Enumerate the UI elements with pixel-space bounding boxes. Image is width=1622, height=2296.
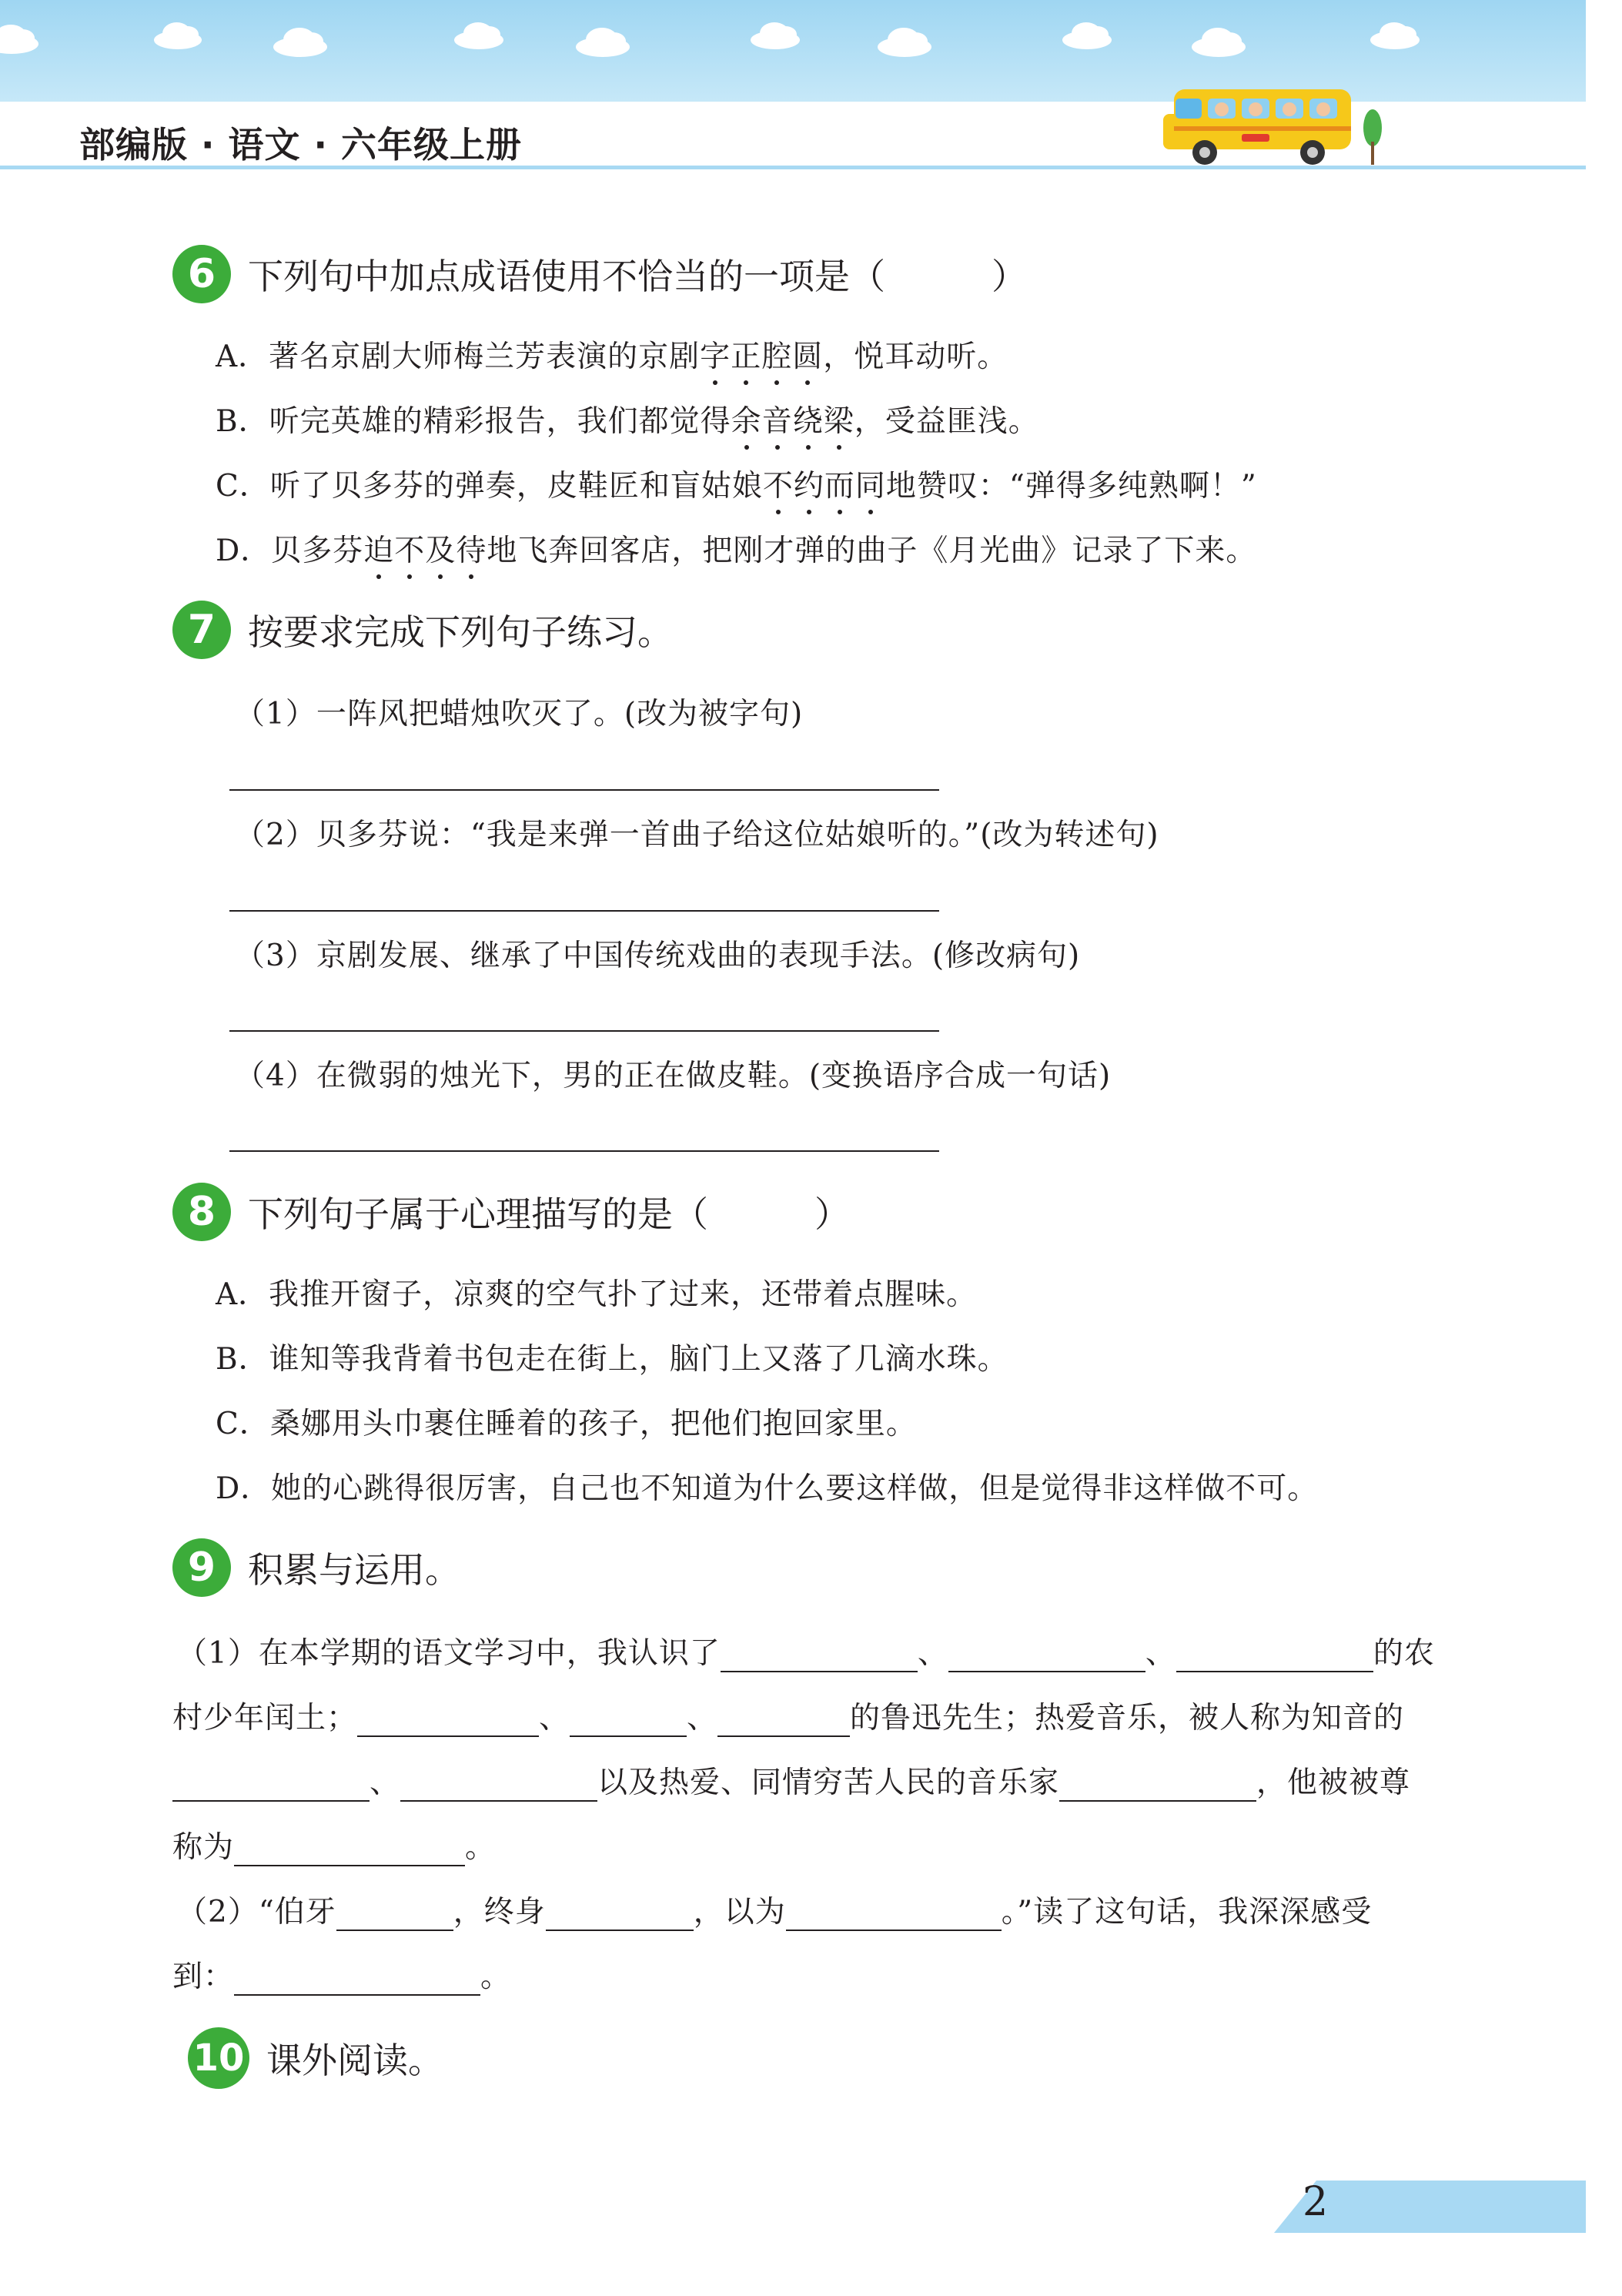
page-number: 2 [1303,2179,1329,2225]
fill-blank[interactable] [1176,1645,1373,1672]
answer-line[interactable] [229,789,939,791]
school-bus-icon [1159,83,1390,169]
answer-line[interactable] [229,910,939,912]
cloud-icon [1370,31,1420,49]
fill-blank[interactable] [234,1968,480,1996]
cloud-icon [454,31,503,49]
dotted-char: 待 [456,527,487,570]
fill-line-1: （1）在本学期的语文学习中，我认识了 、 、 的农 [177,1636,1435,1671]
dotted-char: 绕 [793,397,824,440]
fill-line-3: 、 以及热爱、同情穷苦人民的音乐家 ，他被被尊 [172,1759,1410,1802]
question-number-badge: 8 [172,1183,231,1241]
question-prompt: 按要求完成下列句子练习。 [248,611,673,653]
option-b: B．听完英雄的精彩报告，我们都觉得余音绕梁，受益匪浅。 [216,397,1039,440]
cloud-icon [751,31,800,49]
dotted-char: 梁 [824,397,854,440]
fill-line-5: （2）“伯牙 ，终身 ，以为 。”读了这句话，我深深感受 [177,1895,1373,1930]
dotted-char: 正 [731,333,761,376]
cloud-icon [0,34,38,54]
dotted-char: 圆 [792,333,823,376]
dotted-char: 腔 [761,333,792,376]
question-8-heading [172,1183,850,1241]
option-c: C．桑娜用头巾裹住睡着的孩子，把他们抱回家里。 [216,1407,917,1441]
cloud-icon [154,31,202,49]
question-prompt: 课外阅读。 [266,2040,443,2081]
question-prompt: 积累与运用。 [248,1549,460,1591]
fill-blank[interactable] [786,1903,1002,1931]
fill-blank[interactable] [336,1903,453,1931]
option-c: C．听了贝多芬的弹奏，皮鞋匠和盲姑娘不约而同地赞叹：“弹得多纯熟啊！” [216,462,1257,505]
fill-blank[interactable] [948,1645,1145,1672]
answer-line[interactable] [229,1150,939,1152]
exercise-item-4: （4）在微弱的烛光下，男的正在做皮鞋。(变换语序合成一句话) [235,1059,1112,1093]
option-d: D．贝多芬迫不及待地飞奔回客店，把刚才弹的曲子《月光曲》记录了下来。 [216,527,1256,570]
option-a: A．我推开窗子，凉爽的空气扑了过来，还带着点腥味。 [216,1277,978,1312]
fill-blank[interactable] [357,1709,539,1737]
cloud-icon [576,37,630,57]
answer-line[interactable] [229,1030,939,1032]
dotted-char: 同 [855,462,886,505]
fill-blank[interactable] [172,1774,370,1802]
fill-blank[interactable] [234,1839,465,1866]
cloud-icon [273,37,327,57]
dotted-char: 及 [425,527,456,570]
fill-blank[interactable] [717,1709,850,1737]
question-number-badge: 9 [172,1538,231,1597]
question-prompt: 下列句中加点成语使用不恰当的一项是（ ） [248,256,1027,297]
dotted-char: 而 [824,462,855,505]
dotted-char: 不 [763,462,794,505]
dotted-char: 余 [731,397,762,440]
question-10-heading [188,2027,443,2089]
option-d: D．她的心跳得很厉害，自己也不知道为什么要这样做，但是觉得非这样做不可。 [216,1471,1319,1506]
question-number-badge: 10 [188,2027,249,2089]
exercise-item-3: （3）京剧发展、继承了中国传统戏曲的表现手法。(修改病句) [235,939,1081,973]
cloud-icon [1192,37,1246,57]
question-6-heading [172,245,1027,303]
dotted-char: 音 [762,397,793,440]
option-a: A．著名京剧大师梅兰芳表演的京剧字正腔圆，悦耳动听。 [216,333,1008,376]
question-number-badge: 7 [172,601,231,659]
question-number-badge: 6 [172,245,231,303]
fill-blank[interactable] [721,1645,918,1672]
fill-line-6: 到： 。 [172,1960,512,1994]
question-prompt: 下列句子属于心理描写的是（ ） [248,1193,850,1235]
dotted-char: 约 [794,462,824,505]
fill-line-4: 称为 。 [172,1830,497,1865]
question-9-heading [172,1538,460,1597]
dotted-char: 迫 [363,527,394,570]
dotted-char: 字 [700,333,731,376]
question-7-heading [172,601,673,659]
fill-blank[interactable] [546,1903,694,1931]
fill-blank[interactable] [400,1774,597,1802]
option-b: B．谁知等我背着书包走在街上，脑门上又落了几滴水珠。 [216,1342,1008,1377]
fill-line-2: 村少年闰土； 、 、 的鲁迅先生；热爱音乐，被人称为知音的 [172,1701,1405,1735]
cloud-icon [1062,31,1112,49]
page-title: 部编版 · 语文 · 六年级上册 [79,124,523,166]
cloud-icon [878,37,931,57]
fill-blank[interactable] [1059,1774,1256,1802]
exercise-item-2: （2）贝多芬说：“我是来弹一首曲子给这位姑娘听的。”(改为转述句) [235,818,1159,852]
exercise-item-1: （1）一阵风把蜡烛吹灭了。(改为被字句) [235,697,804,731]
dotted-char: 不 [394,527,425,570]
fill-blank[interactable] [570,1709,687,1737]
